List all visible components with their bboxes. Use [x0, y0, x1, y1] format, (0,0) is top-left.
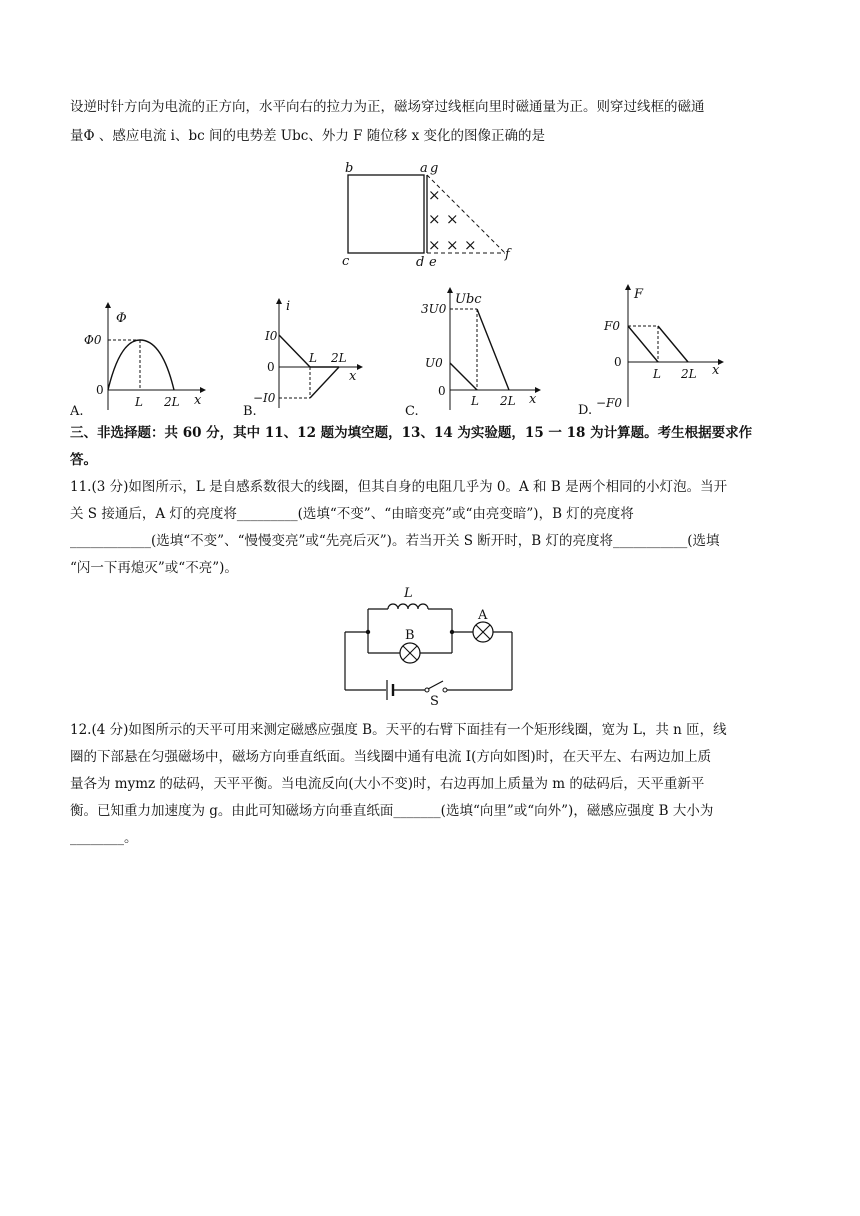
corner-c: c: [342, 254, 350, 268]
q11-text-line1: 11.(3 分)如图所示，L 是自感系数很大的线圈，但其自身的电阻几乎为 0。A 和 B 是两个相同的小灯泡。当开: [70, 479, 728, 495]
corner-b: b: [345, 161, 354, 176]
option-b-graph: [243, 296, 373, 418]
option-a-label: A.: [70, 404, 84, 418]
option-c-tick-l: L: [471, 394, 479, 408]
option-b-tick-l: L: [309, 351, 317, 365]
q10-text-line1: 设逆时针方向为电流的正方向，水平向右的拉力为正，磁场穿过线框向里时磁通量为正。则穿过线框的磁通: [70, 99, 705, 115]
svg-text:×: ×: [428, 210, 441, 228]
option-d-x-axis: x: [712, 363, 720, 378]
q11-text-line4: “闪一下再熄灭”或“不亮”)。: [70, 560, 238, 576]
option-d-neg-f0: −F0: [596, 396, 623, 410]
q12-text-line3: 量各为 mymz 的砝码，天平平衡。当电流反向(大小不变)时，右边再加上质量为 m 的砝码后，天平重新平: [70, 776, 705, 792]
option-b-neg-i0: −I0: [253, 391, 276, 405]
q12-text-line1: 12.(4 分)如图所示的天平可用来测定磁感应强度 B。天平的右臂下面挂有一个矩形线圈，宽为 L，共 n 匝，线: [70, 722, 727, 738]
switch-label: S: [430, 694, 439, 708]
svg-text:×: ×: [464, 236, 477, 254]
corner-f: f: [505, 247, 510, 262]
option-c-label: C.: [405, 404, 419, 418]
corner-d: d: [416, 255, 425, 268]
option-a-graph: [70, 300, 210, 418]
option-b-x-axis: x: [349, 369, 357, 384]
option-d-graph: [578, 282, 728, 418]
option-a-tick-2l: 2L: [164, 395, 180, 409]
option-b-label: B.: [243, 404, 257, 418]
q10-text-line2: 量Φ 、感应电流 i、bc 间的电势差 Ubc、外力 F 随位移 x 变化的图像正确的是: [70, 128, 545, 144]
option-a-tick-l: L: [135, 395, 143, 409]
q12-text-line2: 圈的下部悬在匀强磁场中，磁场方向垂直纸面。当线圈中通有电流 I(方向如图)时，在天平左、右两边加上质: [70, 749, 712, 765]
q12-text-line4: 衡。已知重力加速度为 g。由此可知磁场方向垂直纸面_______(选填“向里”或“向外”)，磁感应强度 B 大小为: [70, 803, 714, 819]
option-d-zero: 0: [614, 355, 622, 369]
svg-text:×: ×: [428, 236, 441, 254]
svg-text:×: ×: [446, 210, 459, 228]
corner-g: g: [430, 161, 439, 176]
section3-heading-line1: 三、非选择题：共 60 分，其中 11、12 题为填空题，13、14 为实验题，15 一 18 为计算题。考生根据要求作: [70, 425, 753, 441]
q11-text-line3: ____________(选填“不变”、“慢慢变亮”或“先亮后灭”)。若当开关 S 断开时，B 灯的亮度将___________(选填: [70, 533, 720, 549]
option-d-f0: F0: [604, 319, 620, 333]
loop-field-figure: [330, 158, 530, 268]
option-c-tick-2l: 2L: [500, 394, 516, 408]
option-c-y-axis: Ubc: [455, 292, 482, 307]
corner-a: a: [420, 161, 428, 176]
option-b-y-axis: i: [286, 299, 291, 314]
option-a-phi0: Φ0: [84, 333, 102, 347]
circuit-diagram: [340, 583, 520, 708]
option-d-tick-2l: 2L: [681, 367, 697, 381]
option-d-y-axis: F: [634, 287, 644, 302]
corner-e: e: [429, 255, 437, 268]
q12-text-line5: ________。: [70, 830, 138, 846]
lamp-a-label: A: [478, 608, 488, 623]
option-c-3u0: 3U0: [421, 302, 447, 316]
option-b-i0: I0: [265, 329, 278, 343]
option-c-x-axis: x: [529, 392, 537, 407]
option-a-x-axis: x: [194, 393, 202, 408]
lamp-b-label: B: [405, 628, 415, 643]
svg-text:×: ×: [446, 236, 459, 254]
option-a-origin: 0: [96, 383, 104, 397]
option-a-y-axis: Φ: [116, 311, 127, 326]
option-c-graph: [405, 285, 545, 418]
q11-text-line2: 关 S 接通后，A 灯的亮度将_________(选填“不变”、“由暗变亮”或“由亮变暗”)，B 灯的亮度将: [70, 506, 634, 522]
option-d-label: D.: [578, 403, 593, 418]
option-c-zero: 0: [438, 384, 446, 398]
option-c-u0: U0: [425, 356, 443, 370]
svg-text:×: ×: [428, 186, 441, 204]
section3-heading-line2: 答。: [70, 452, 97, 468]
option-b-zero: 0: [267, 360, 275, 374]
coil-label: L: [404, 586, 413, 601]
field-crosses: [428, 186, 477, 254]
option-d-tick-l: L: [653, 367, 661, 381]
option-b-tick-2l: 2L: [331, 351, 347, 365]
